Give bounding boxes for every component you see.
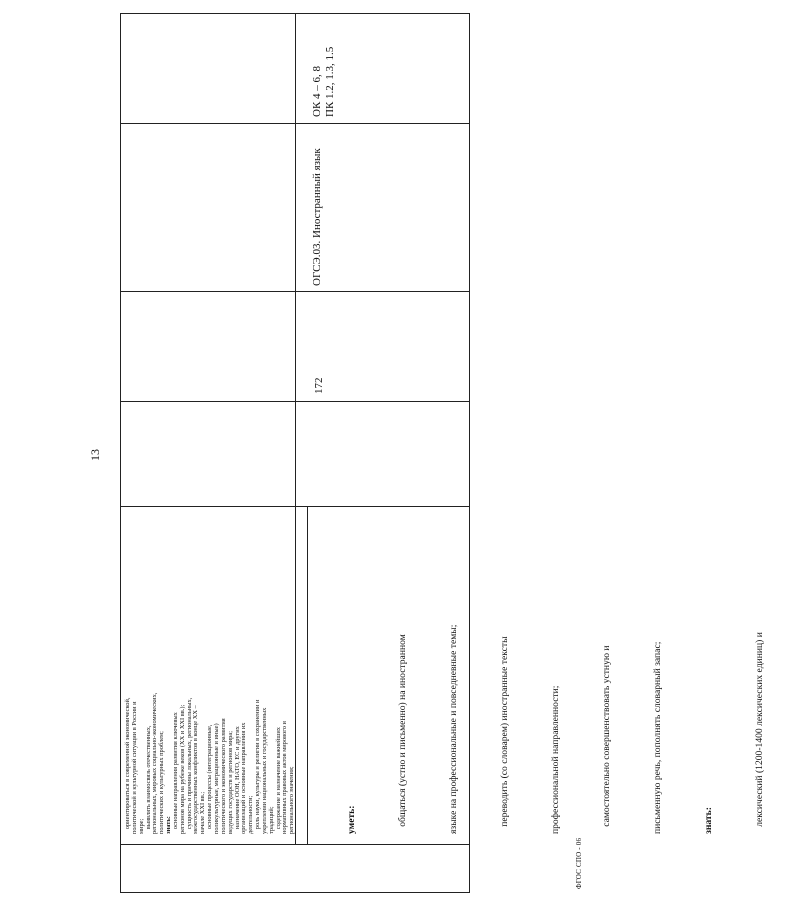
rotated-landscape-page	[40, 13, 765, 893]
text-line: поликультурные, миграционные и иные)	[212, 722, 220, 834]
text-line: укреплении национальных и государственных	[260, 707, 268, 834]
text-line: политической и культурной ситуации в России и	[130, 700, 138, 834]
text-line: политических и культурных проблем;	[158, 730, 166, 834]
row2-competence-text	[309, 508, 802, 834]
row-border	[307, 507, 308, 845]
text-line: самостоятельно совершенствовать устную и	[601, 644, 612, 834]
text-line: организаций и основные направления их	[240, 722, 248, 834]
text-line: роль науки, культуры и религии в сохранении и	[254, 699, 262, 834]
competences-pk: ПК 1.2, 1.3, 1.5	[324, 46, 336, 117]
text-line: переводить (со словарем) иностранные тексты	[499, 635, 510, 834]
text-line: межгосударственных конфликтов в конце XX –	[192, 704, 200, 834]
text-line: традиций;	[267, 805, 275, 834]
text-line: назначение ООН, НАТО, ЕС и других	[233, 725, 241, 834]
text-line: выявлять взаимосвязь отечественных,	[144, 724, 152, 834]
text-line: деятельности;	[247, 795, 255, 834]
text-line: ориентироваться в современной экономической,	[124, 697, 131, 834]
text-line: лексический (1200-1400 лексических единиц) и	[754, 631, 765, 834]
text-line: сущность и причины локальных, региональных,	[185, 697, 193, 834]
competences-cell	[311, 17, 337, 117]
footer-code: ФГОС СПО - 06	[575, 837, 583, 889]
row1-competence-text	[125, 508, 296, 834]
text-line: основные направления развития ключевых	[171, 711, 179, 834]
text-line: мире;	[137, 818, 145, 834]
text-line: общаться (устно и письменно) на иностранном	[397, 633, 408, 834]
text-line: начале XXI вв.;	[199, 791, 207, 834]
text-line-heading: знать:	[703, 806, 714, 834]
text-line: профессиональной направленности;	[550, 685, 561, 834]
hours-cell: 172	[313, 377, 325, 394]
text-line: регионального значения;	[288, 765, 296, 834]
text-line: региональных, мировых социально-экономических,	[151, 692, 159, 834]
text-line: регионов мира на рубеже веков (XX и XXI вв.);	[178, 704, 186, 834]
text-line: языке на профессиональные и повседневные темы;	[448, 624, 459, 834]
text-line: нормативных правовых актов мирового и	[281, 720, 289, 834]
competences-ok: ОК 4 – 6, 8	[311, 65, 323, 117]
text-line: ведущих государств и регионов мира;	[226, 730, 234, 834]
text-line: письменную речь, пополнять словарный запас;	[652, 641, 663, 834]
text-line: основные процессы (интеграционные,	[206, 724, 214, 834]
text-line-heading: знать:	[165, 815, 173, 834]
text-line: политического и экономического развития	[219, 717, 227, 834]
discipline-cell: ОГСЭ.03. Иностранный язык	[311, 147, 323, 286]
text-line-heading: уметь:	[346, 805, 357, 834]
text-line: содержание и назначение важнейших	[274, 726, 282, 834]
page-number: 13	[88, 448, 102, 461]
